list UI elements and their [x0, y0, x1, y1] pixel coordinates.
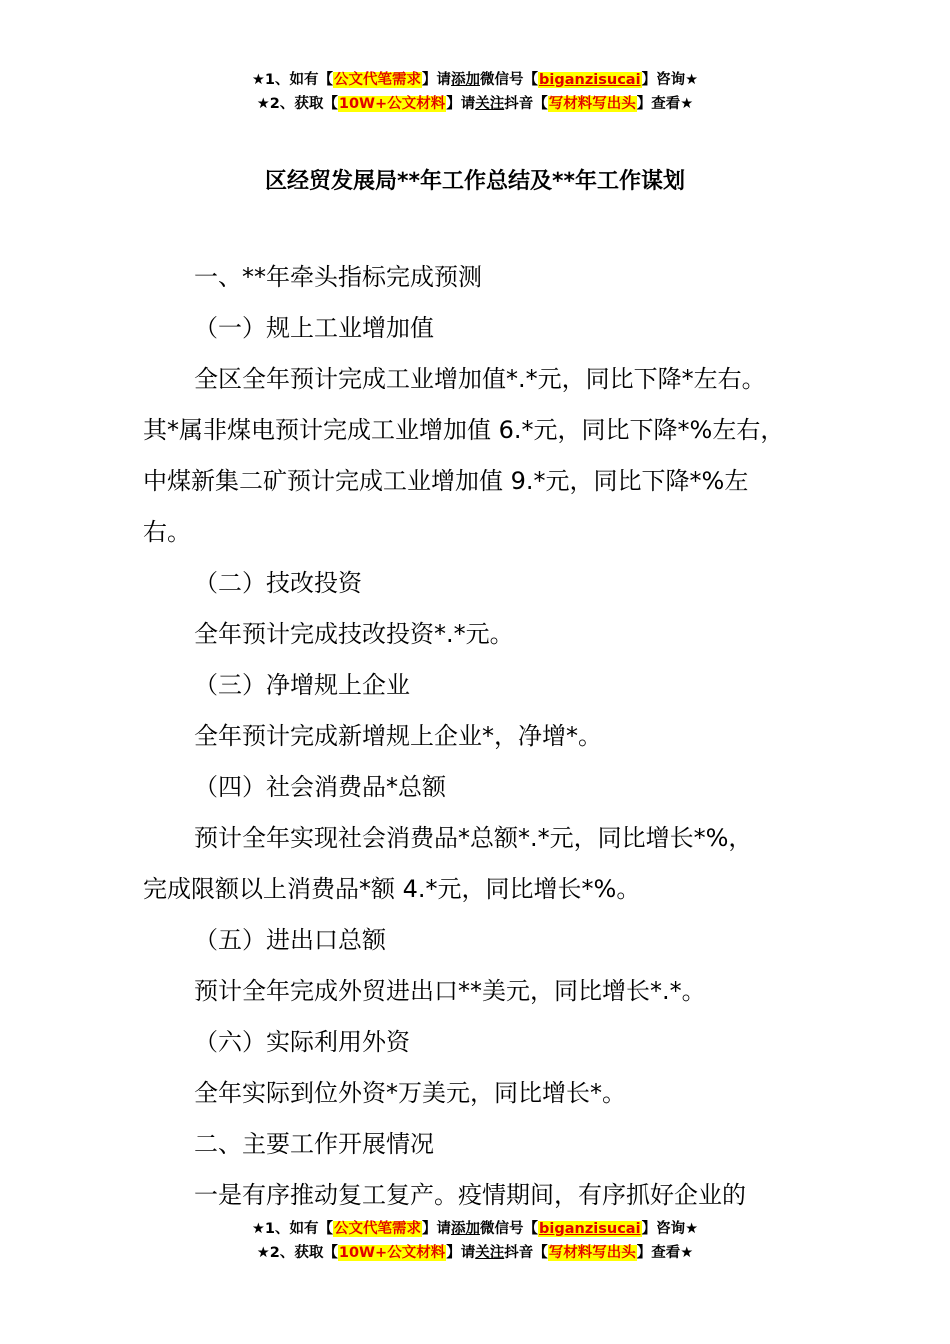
- promo-text: 】请: [422, 1221, 452, 1237]
- promo-text: ★2、获取【: [256, 96, 338, 112]
- paragraph-line: 全年预计完成技改投资*.*元。: [194, 620, 514, 648]
- section-heading: 一、**年牵头指标完成预测: [194, 263, 482, 291]
- subsection-heading: （一）规上工业增加值: [194, 314, 434, 342]
- promo-underlined: 添加: [451, 1221, 481, 1237]
- promo-line-1: [0, 68, 950, 92]
- promo-line-2: [0, 1241, 950, 1265]
- paragraph-line: 全区全年预计完成工业增加值*.*元，同比下降*左右。: [194, 365, 766, 393]
- paragraph-line: 一是有序推动复工复产。疫情期间，有序抓好企业的: [194, 1181, 746, 1209]
- promo-underlined: 关注: [475, 96, 505, 112]
- promo-highlight: 写材料写出头: [548, 1245, 636, 1261]
- paragraph-line: 预计全年完成外贸进出口**美元，同比增长*.*。: [194, 977, 706, 1005]
- subsection-heading: （五）进出口总额: [194, 926, 386, 954]
- promo-line-2: [0, 92, 950, 116]
- promo-text: 抖音【: [504, 96, 548, 112]
- section-heading: 二、主要工作开展情况: [194, 1130, 434, 1158]
- promo-banner-bottom: [0, 1217, 950, 1265]
- promo-highlight: 10W+公文材料: [338, 96, 446, 112]
- promo-wechat-id: biganzisucai: [539, 72, 641, 88]
- promo-highlight: 写材料写出头: [548, 96, 636, 112]
- promo-wechat-id: biganzisucai: [539, 1221, 641, 1237]
- promo-text: 】请: [446, 96, 476, 112]
- subsection-heading: （六）实际利用外资: [194, 1028, 410, 1056]
- promo-line-1: [0, 1217, 950, 1241]
- promo-text: 】请: [446, 1245, 476, 1261]
- document-body: [143, 252, 833, 1221]
- paragraph-line: 完成限额以上消费品*额 4.*元，同比增长*%。: [143, 875, 641, 903]
- subsection-heading: （四）社会消费品*总额: [194, 773, 446, 801]
- promo-text: ★1、如有【: [251, 1221, 334, 1237]
- promo-text: 】查看★: [636, 1245, 694, 1261]
- promo-underlined: 添加: [451, 72, 481, 88]
- promo-text: 】咨询★: [641, 72, 699, 88]
- promo-text: 微信号【: [480, 1221, 539, 1237]
- subsection-heading: （三）净增规上企业: [194, 671, 410, 699]
- paragraph-line: 全年实际到位外资*万美元，同比增长*。: [194, 1079, 626, 1107]
- promo-text: 】咨询★: [641, 1221, 699, 1237]
- promo-text: ★1、如有【: [251, 72, 334, 88]
- promo-highlight: 公文代笔需求: [334, 1221, 422, 1237]
- paragraph-line: 预计全年实现社会消费品*总额*.*元，同比增长*%，: [194, 824, 753, 852]
- promo-text: 抖音【: [504, 1245, 548, 1261]
- promo-text: 】请: [422, 72, 452, 88]
- paragraph-line: 中煤新集二矿预计完成工业增加值 9.*元，同比下降*%左: [143, 467, 749, 495]
- paragraph-line: 其*属非煤电预计完成工业增加值 6.*元，同比下降*%左右，: [143, 416, 785, 444]
- subsection-heading: （二）技改投资: [194, 569, 362, 597]
- paragraph-line: 全年预计完成新增规上企业*，净增*。: [194, 722, 602, 750]
- promo-banner-top: [0, 68, 950, 116]
- promo-text: 微信号【: [480, 72, 539, 88]
- promo-highlight: 10W+公文材料: [338, 1245, 446, 1261]
- promo-underlined: 关注: [475, 1245, 505, 1261]
- document-title: 区经贸发展局**年工作总结及**年工作谋划: [264, 169, 686, 194]
- promo-text: 】查看★: [636, 96, 694, 112]
- promo-highlight: 公文代笔需求: [334, 72, 422, 88]
- paragraph-line: 右。: [143, 518, 191, 546]
- promo-text: ★2、获取【: [256, 1245, 338, 1261]
